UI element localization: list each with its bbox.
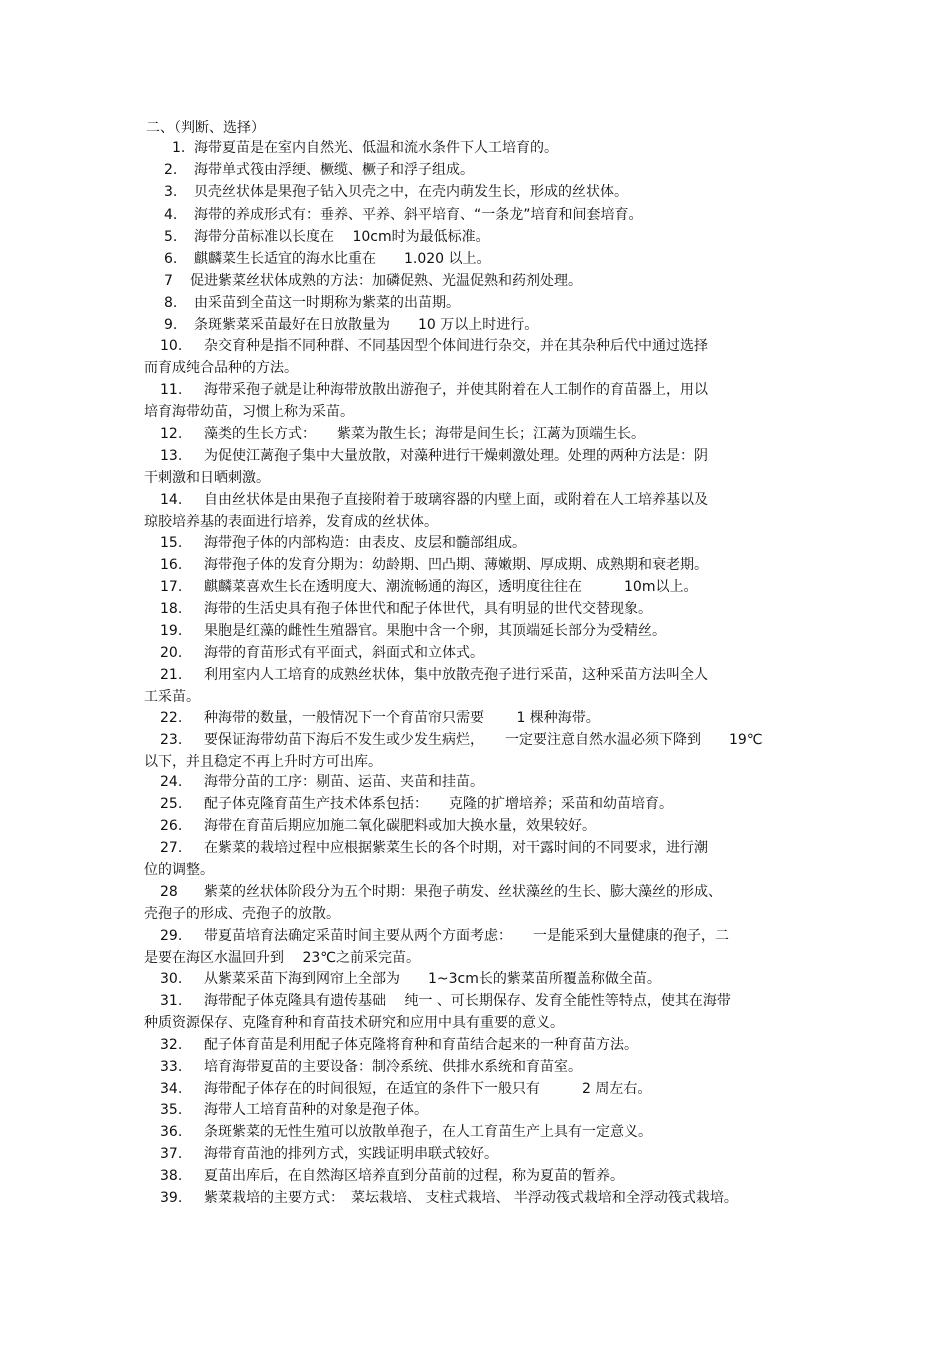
item-number: 4.	[164, 207, 178, 223]
item-text: 海带的养成形式有：垂养、平养、斜平培育、“一条龙”培育和间套培育。	[194, 207, 643, 223]
item-number: 29.	[160, 928, 183, 944]
item-number: 5.	[164, 229, 178, 245]
item-text-continued: 以下，并且稳定不再上升时方可出库。	[144, 754, 382, 770]
item-text: 海带分苗标准以长度在 10cm时为最低标准。	[194, 229, 490, 245]
item-text: 海带配子体存在的时间很短，在适宜的条件下一般只有 2 周左右。	[204, 1081, 652, 1097]
item-text: 海带育苗池的排列方式，实践证明串联式较好。	[204, 1146, 498, 1162]
item-text: 条斑紫菜的无性生殖可以放散单孢子，在人工育苗生产上具有一定意义。	[204, 1124, 652, 1140]
item-text-continued: 壳孢子的形成、壳孢子的放散。	[144, 906, 340, 922]
item-text: 海带的育苗形式有平面式，斜面式和立体式。	[204, 645, 484, 661]
item-number: 19.	[160, 623, 183, 639]
item-text: 麒麟菜喜欢生长在透明度大、潮流畅通的海区，透明度往往在 10m以上。	[204, 579, 698, 595]
item-text: 杂交育种是指不同种群、不同基因型个体间进行杂交，并在其杂种后代中通过选择	[204, 338, 708, 354]
item-text: 海带人工培育苗种的对象是孢子体。	[204, 1102, 428, 1118]
item-number: 17.	[160, 579, 183, 595]
item-text: 海带配子体克隆具有遗传基础 纯一 、可长期保存、发育全能性等特点，使其在海带	[204, 993, 731, 1009]
item-number: 11.	[160, 382, 183, 398]
item-text: 紫菜的丝状体阶段分为五个时期：果孢子萌发、丝状藻丝的生长、膨大藻丝的形成、	[204, 884, 722, 900]
item-text: 条斑紫菜采苗最好在日放散量为 10 万以上时进行。	[194, 317, 539, 333]
item-text: 果胞是红藻的雌性生殖器官。果胞中含一个卵，其顶端延长部分为受精丝。	[204, 623, 666, 639]
item-number: 10.	[160, 338, 183, 354]
item-text: 夏苗出库后，在自然海区培养直到分苗前的过程，称为夏苗的暂养。	[204, 1168, 624, 1184]
item-number: 34.	[160, 1081, 183, 1097]
item-text: 从紫菜采苗下海到网帘上全部为 1~3cm长的紫菜苗所覆盖称做全苗。	[204, 971, 661, 987]
item-text: 在紫菜的栽培过程中应根据紫菜生长的各个时期，对干露时间的不同要求，进行潮	[204, 840, 708, 856]
item-text: 海带单式筏由浮绠、橛缆、橛子和浮子组成。	[194, 162, 474, 178]
item-text: 海带夏苗是在室内自然光、低温和流水条件下人工培育的。	[194, 140, 558, 156]
item-text: 为促使江蓠孢子集中大量放散，对藻种进行干燥刺激处理。处理的两种方法是：阴	[204, 448, 708, 464]
item-text: 海带孢子体的发育分期为：幼龄期、凹凸期、薄嫩期、厚成期、成熟期和衰老期。	[204, 557, 708, 573]
item-text: 配子体育苗是利用配子体克隆将育种和育苗结合起来的一种育苗方法。	[204, 1037, 638, 1053]
item-text: 麒麟菜生长适宜的海水比重在 1.020 以上。	[194, 251, 491, 267]
item-text-continued: 种质资源保存、克隆育种和育苗技术研究和应用中具有重要的意义。	[144, 1015, 564, 1031]
item-number: 26.	[160, 818, 183, 834]
item-text: 配子体克隆育苗生产技术体系包括： 克隆的扩增培养；采苗和幼苗培育。	[204, 796, 673, 812]
item-number: 25.	[160, 796, 183, 812]
item-number: 14.	[160, 492, 183, 508]
item-number: 20.	[160, 645, 183, 661]
item-number: 16.	[160, 557, 183, 573]
item-text: 紫菜栽培的主要方式： 菜坛栽培、 支柱式栽培、 半浮动筏式栽培和全浮动筏式栽培。	[204, 1190, 738, 1206]
item-text: 海带采孢子就是让种海带放散出游孢子，并使其附着在人工制作的育苗器上，用以	[204, 382, 708, 398]
item-text: 由采苗到全苗这一时期称为紫菜的出苗期。	[194, 295, 460, 311]
item-number: 39.	[160, 1190, 183, 1206]
item-number: 24.	[160, 774, 183, 790]
item-number: 35.	[160, 1102, 183, 1118]
item-text: 海带的生活史具有孢子体世代和配子体世代，具有明显的世代交替现象。	[204, 601, 652, 617]
item-text: 种海带的数量，一般情况下一个育苗帘只需要 1 棵种海带。	[204, 710, 600, 726]
item-number: 15.	[160, 535, 183, 551]
item-text: 贝壳丝状体是果孢子钻入贝壳之中，在壳内萌发生长，形成的丝状体。	[194, 184, 628, 200]
item-text-continued: 干刺激和日晒刺激。	[144, 470, 270, 486]
item-text: 促进紫菜丝状体成熟的方法：加磷促熟、光温促熟和药剂处理。	[190, 273, 582, 289]
item-number: 3.	[164, 184, 178, 200]
item-text-continued: 琼胶培养基的表面进行培养，发育成的丝状体。	[144, 514, 438, 530]
item-number: 36.	[160, 1124, 183, 1140]
item-number: 6.	[164, 251, 178, 267]
item-number: 31.	[160, 993, 183, 1009]
item-text-continued: 培育海带幼苗，习惯上称为采苗。	[144, 404, 354, 420]
item-number: 8.	[164, 295, 178, 311]
item-text-continued: 工采苗。	[144, 689, 200, 705]
item-number: 1.	[172, 140, 186, 156]
item-text-continued: 位的调整。	[144, 862, 214, 878]
item-number: 22.	[160, 710, 183, 726]
item-text: 藻类的生长方式： 紫菜为散生长；海带是间生长；江蓠为顶端生长。	[204, 426, 645, 442]
item-text: 要保证海带幼苗下海后不发生或少发生病烂， 一定要注意自然水温必须下降到 19℃	[204, 732, 763, 748]
item-number: 2.	[164, 162, 178, 178]
item-number: 23.	[160, 732, 183, 748]
item-number: 9.	[164, 317, 178, 333]
item-text-continued: 而育成纯合品种的方法。	[144, 360, 298, 376]
item-text: 海带分苗的工序：剔苗、运苗、夹苗和挂苗。	[204, 774, 484, 790]
item-number: 12.	[160, 426, 183, 442]
item-number: 37.	[160, 1146, 183, 1162]
item-number: 7	[164, 273, 173, 289]
item-number: 30.	[160, 971, 183, 987]
item-text: 海带在育苗后期应加施二氧化碳肥料或加大换水量，效果较好。	[204, 818, 596, 834]
item-number: 18.	[160, 601, 183, 617]
item-number: 21.	[160, 667, 183, 683]
item-number: 33.	[160, 1059, 183, 1075]
item-text: 利用室内人工培育的成熟丝状体，集中放散壳孢子进行采苗，这种采苗方法叫全人	[204, 667, 708, 683]
item-text: 带夏苗培育法确定采苗时间主要从两个方面考虑： 一是能采到大量健康的孢子，二	[204, 928, 729, 944]
item-number: 32.	[160, 1037, 183, 1053]
item-text: 培育海带夏苗的主要设备：制冷系统、供排水系统和育苗室。	[204, 1059, 582, 1075]
item-text: 海带孢子体的内部构造：由表皮、皮层和髓部组成。	[204, 535, 526, 551]
item-number: 38.	[160, 1168, 183, 1184]
section-heading: 二、（判断、选择）	[146, 120, 265, 136]
item-number: 27.	[160, 840, 183, 856]
item-number: 28	[160, 884, 178, 900]
item-text-continued: 是要在海区水温回升到 23℃之前采完苗。	[144, 950, 420, 966]
item-number: 13.	[160, 448, 183, 464]
item-text: 自由丝状体是由果孢子直接附着于玻璃容器的内壁上面，或附着在人工培养基以及	[204, 492, 708, 508]
